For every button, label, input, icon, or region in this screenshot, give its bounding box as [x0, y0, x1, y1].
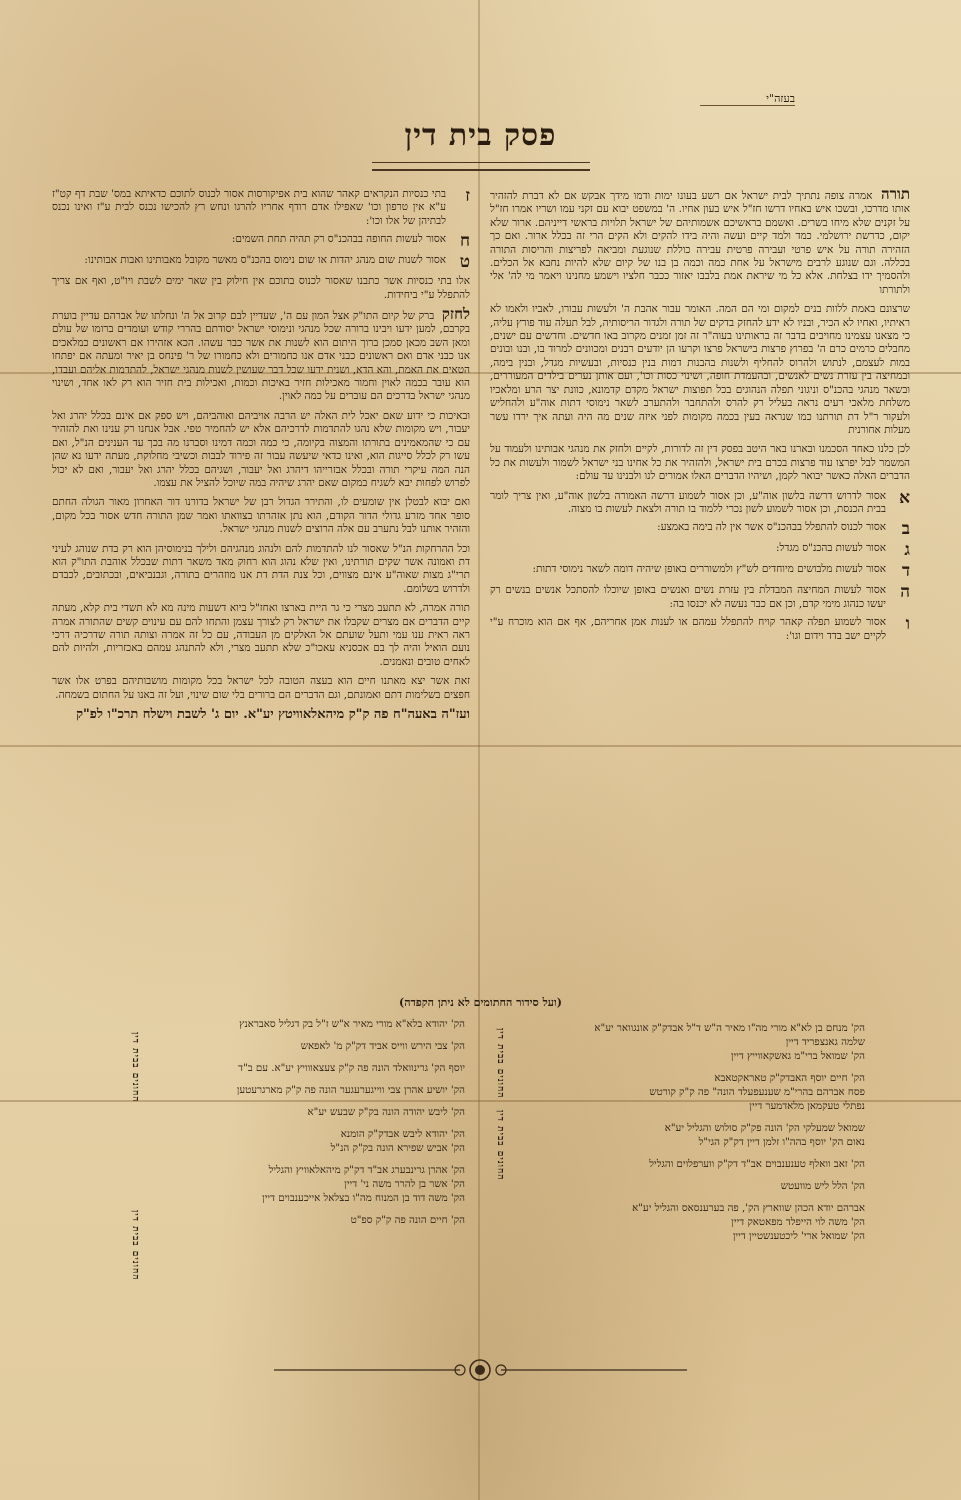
- title-rule: [372, 162, 590, 171]
- signature-line: הק' יושיע אהרן צבי ווייגערעגער הונה פה ק"ק מארגרעטען: [236, 1085, 465, 1096]
- spacer: [160, 1076, 465, 1084]
- spacer: [160, 1098, 465, 1106]
- fold-line: [478, 0, 480, 1500]
- signature-line: הק' שמואל ארי' ליכטענשטיין דיין: [732, 1231, 865, 1242]
- ruling-section: [490, 487, 910, 517]
- signature-line: הק' מנחם בן לא"א מורי מה"ו מאיר ה"ש ד"ל אבדק"ק אונגוואר יע"א: [594, 1023, 865, 1034]
- page-title: פסק בית דין: [404, 118, 557, 153]
- ruling-section: [490, 584, 910, 611]
- section-letter: ג: [904, 540, 910, 561]
- signature-line: הק' הלל ליש מוועטש: [780, 1181, 865, 1192]
- signature-line: הק' אשר בן להרר משה ני' דיין: [344, 1179, 465, 1190]
- signatures-right: [535, 1022, 865, 1244]
- body-paragraph: אלו בתי כנסיות אשר כתבנו שאסור לכנוס בתוכם אין חילוק בין שאר ימים לשבת ויו"ט, ואף אם צריך להתפלל ע"י ביחידות.: [52, 275, 470, 301]
- section-letter: א: [899, 487, 910, 508]
- body-paragraph: תורה אמרה, לא תתעב מצרי כי גר היית בארצו ואחז"ל ביוא דשעות מינה מא לא תשדי בית קלא, מעתה קיים הדברים אם מצרים שקבלו את ישראל רק לצורך עצמן והתחו להם עם עינוים קשים שהתורה אמרה ראה ראית ענו עמי ותעל שועתם אל האלקים מן העבודה, עם כל זה אמרה וצותה תורה שדרכיה דרכי נועם הואיל והיה לך בם אכסניא עאכו"כ שלא תתעב מצרי, ולא להתנהג עמהם באכזריות, ולהיות להם לאחים טובים ונאמנים.: [52, 602, 470, 668]
- bet-din-label: החונים בבית דין: [130, 1210, 140, 1281]
- signature-line: הק' אהרן גרינבערג אב"ד דק"ק מיהאלאוויץ והגליל: [268, 1165, 465, 1176]
- section-letter: ט: [459, 252, 470, 273]
- section-text: בתי כנסיות הנקראים קאהר שהוא בית אפיקורסות אסור לכנוס לתוכם כדאיתא במס' שבת דף קט"ז ע"א אין טרפון וכו' שאפילו אדם רודף אחריו להרגו ונחש רץ להכישו נכנס לבית ע"ז ואינו נכנס לבתיהן של אלו וכו':: [52, 188, 446, 227]
- signature-line: נאום הק' יוסף בהה"ו זלמן דיין דק"ק הגי"ל: [698, 1137, 865, 1148]
- spacer: [535, 1194, 865, 1202]
- spacer: [535, 1114, 865, 1122]
- section-text: אסור לעשות החופה בבהכנ"ס רק תהיה תחת השמים:: [231, 233, 446, 246]
- bet-din-label: החונים בבית דין: [495, 1110, 505, 1181]
- ruling-section: [52, 188, 470, 228]
- section-text: אסור לשנות שום מנהג יהדות או שום נימוס בהכנ"ס מאשר מקובל מאבותינו ואבות אבותינו:: [84, 254, 446, 267]
- body-paragraph: ובאיכות כי ידוע שאם יאכל לית האלה יש הרבה אויביהם ואוהביהם, ויש ספק אם אינם בכלל יהרג ואל יעבור, ויש מקומות שלא נהגו להתדמות לדרכיהם אלא יש להחמיר טפי. אבל אנחנו רק ענינו ואת להזהיר עם כי שהמאמינים בתורתו והמצוה בקיומה, כי כמה וכמה דמינו וסברנו מה בכך עד הענינים הנ"ל, ואם עשו רק לכלל סייגות הוא, ואינו כדאי שיעשה עבור זה פירוד לבבות וכשיבי מחלוקת, מעתה ידעו נא שהן הנה המה עיקרי תורה ובכלל אבזרייהו דיהרג ואל יעבור, ושגיהם בכלל יהרג ואל יעבור, ואם לא יכול לפרוש לפחות יבא לשגיח במקום שאם יהרג שיהיה במה שיוכל להציל את עצמו.: [52, 409, 470, 489]
- body-paragraph: לכן כלנו כאחד הסכמנו ובארנו באר היטב בפסק דין זה לדורות, לקיים ולחזק את מנהגי אבותינו ולעמוד על המשמר לבל יפרצו עוד פרצות בכרם בית ישראל, ולהזהיר את כל אחינו בני ישראל לשמור ולעשות את כל הדברים האלה כאשר יבואר לקמן, ושיהיו הדברים האלו אמורים לנו ולבנינו עד עולם:: [490, 443, 910, 483]
- bet-din-label: החונים בבית דין: [495, 1028, 505, 1099]
- right-column: [490, 188, 910, 648]
- spacer: [535, 1064, 865, 1072]
- signature-line: הק' משה לוי הייפלד מפאטאק דיין: [731, 1217, 865, 1228]
- spacer: [160, 1054, 465, 1062]
- section-letter: ד: [901, 561, 910, 582]
- section-letter: ו: [905, 614, 910, 635]
- body-paragraph: תורה אמרה צופה נתתיך לבית ישראל אם רשע בעונו ימות ודמו מידך אבקש אם לא דברת להזהיר אותו מדרכו, ובשכו איש באחיו דרשו חז"ל איש בעון אחיו. ה' במשפט יבוא עם זקני עמו ושריו אמרו חז"ל על זקנים שלא מיחו בשרים. ואשמם בראשיכם אשמותיהם של ישראל תלויות בראשי דייניהם. ארור שלא יקום, כדרשת ירושלמי. כמד ולמד קיים ועשה והיה בידו להקים ולא הקים הרי זה בכלל ארור. ואם כך הזהירה תורה על איש פרטי ועבירה פרטית עבירה כוללת שנוגעת ומביאה לפריצות והריסות התורה בכללה. וגם שנוגע לרבים מישראל על אחת כמה וכמה בן בנו של קיום שלא להיות נחבא אל הכלים. ולהסמיך ידו בצלחת. אלא כל מי שיראת אמת בלבבו יאזור ככבר חלציו וישמע מחנינו ויאמר מי לה' אלי ולתורתו: [490, 188, 910, 297]
- spacer: [160, 1206, 465, 1214]
- closing-line: ועז"ה באעה"ח פה ק"ק מיהאלאוויטץ יע"א. יום ג' לשבת וישלח תרכ"ו לפ"ק: [76, 707, 470, 722]
- section-text: אסור לדרוש דרשה בלשון אוה"ע, וכן אסור לשמוע דרשה האמורה בלשון אוה"ע, ואין צריך לומר בבית הכנסת, וכן אסור לשמוע לשון נכרי ללמוד בו תורה ולצאת לעשות בו מצוה.: [490, 489, 886, 515]
- lead-word: לחזק: [441, 305, 470, 324]
- signature-line: פסח אברהם בהרי"מ שענעפעלד הונה" פה ק"ק קורטש: [649, 1087, 865, 1098]
- body-paragraph: זאת אשר יצא מאתנו חיים הוא בעצה הטובה לכל ישראל בכל מקומות מושבותיהם בפרט אלו אשר חפצים בשלימות דתם ואמונתם, וגם הדברים הם ברורים בלי שום שינוי, ועל זה באנו על החתום בשמחה.: [52, 675, 470, 701]
- signatures-left: [160, 1018, 465, 1228]
- ruling-section: [52, 252, 470, 273]
- signature-line: הק' אביש שפירא הונה בק"ק הנ"ל: [330, 1143, 465, 1154]
- left-column: [52, 188, 470, 727]
- section-text: אסור לכנוס להתפלל בבהכנ"ס אשר אין לה בימה באמצע:: [657, 521, 886, 534]
- signature-line: הק' ליבש יהודה הונה בק"ק שבעש יע"א: [307, 1107, 465, 1118]
- spacer: [160, 1032, 465, 1040]
- section-text: אסור לעשות בהכנ"ס מגדל:: [776, 542, 886, 555]
- section-letter: ח: [459, 231, 470, 252]
- signature-line: הק' חיים יוסף האבדק"ק טאראקטאבא: [714, 1073, 865, 1084]
- ruling-section: [490, 616, 910, 643]
- signature-line: יוסף הק' גרינוואלד הונה פה ק"ק צעצאווויץ יע"א. עם ב"ד: [238, 1063, 465, 1074]
- section-text: אסור לעשות מלבושים מיוחדים לש"ץ ולמשוררים באופן שיהיה דומה לשאר נימוסי דתות:: [532, 563, 886, 576]
- signature-line: שלמה גאנצפריד דיין: [785, 1037, 865, 1048]
- ornament-divider: [274, 1358, 687, 1382]
- section-letter: ה: [900, 582, 910, 603]
- body-paragraph: וכל ההרחקות הנ"ל שאסור לנו להתדמות להם ולנהוג מנהגיהם ולילך בנימוסיהן הוא רק בדת שנוהג לעיני דת ואמונה אשר שקים תורתינו, ואין שלא נהוג הוא רחוק מאד משאר דתות שבכלל אוהבת התו"ק הוא תרי"ג מצות שאוה"ע אינם מצווים, וכל צנת הדת דת אנו מוזהרים בתורה, וגבנביאים, ובכתובים, לכבדם ולדרוש בשלומם.: [52, 542, 470, 595]
- signature-line: הק' שמואל ברי"מ גאשקאווייץ דיין: [730, 1051, 865, 1062]
- spacer: [160, 1120, 465, 1128]
- spacer: [535, 1150, 865, 1158]
- ruling-section: [52, 231, 470, 252]
- spacer: [160, 1156, 465, 1164]
- signature-line: שמואל שמעלקי הק' הונה פק"ק סולוש והגליל יע"א: [664, 1123, 865, 1134]
- fold-line: [0, 745, 961, 747]
- ruling-section: [490, 519, 910, 540]
- ruling-section: [490, 540, 910, 561]
- section-text: אסור לעשות המחיצה המבדלת בין עזרת נשים ואנשים באופן שיוכלו להסתכל אנשים בנשים רק יעשו כנהוג מימי קדם, וכן אם כבר נעשה לא יכנסו בה:: [490, 584, 886, 610]
- signature-line: הק' צבי הירש ווייס אביד דק"ק מ' לאפאש: [300, 1041, 465, 1052]
- signature-line: אברהם יודא הכהן שווארץ הק', פה בערענסאס והגליל יע"א: [632, 1203, 865, 1214]
- signature-line: הק' משה דוד בן המנוח מה"ו בצלאל אייכענבוים דיין: [262, 1193, 465, 1204]
- body-paragraph: שרצונם באמת ללוות בנים למקום ומי הם המה. האומר עבור אהבת ה' ולעשות עבורו, לאביו ולאמו לא ראיתיו, ואחיו לא הכיר, ובניו לא ידע להחזק בדקים של תורה ולגדור הריסותיה, לבל תעלה עוד פורץ עליה, כי מצאנו עצמינו מחויבים בדבר זה בראותינו בעוה"ר זה זמן זמנים מקרוב באו חדשים. וחדשים עם ישנים, מחבלים כרמים כרם ה' בפרוץ פרצות בישראל פרצו וקרעו הן יודעים רבנים ומכוונים למרוד בו, ובנו ובונים במות לעצמם, לנתוש ולהרוס להחליף ולשנות בהבנות דמות בנין כנסיות, ובעשיות מגדל, ובנין בימה, ובמחיצה בין עזרת נשים לאנשים, ובהעמדת חופה, ושינוי כסות וכו', ועם אותן נערים בילדים המעוררים, ובשאר מנהגי בהכנ"ס וניגוני תפלה הנהוגים בכל תפוצות ישראל מקדם קדמונא, כוונת יצר הרע ומלאכיו משלחת מלאכי רעים נראה בעליל רק להרס ולהתחבר ולהתערב לשאר נימוסי דתות אוה"ע ולהחליש ולעקור ר"ל דת תורתנו כמו שנראה בעין בכמה מקומות לפני איזה שנים מה היה ועתה איך ירדו עשר מעלות אחורנית: [490, 303, 910, 436]
- body-paragraph: לחזק ברק של קיום התו"ק אצל המון עם ה', שעדיין לבם קרוב אל ה' ונחלתו של אברהם עדיין בוערת בקרבם, למען ידעו ויבינו ברורה שכל מנהגי ונימוסי ישראל יסודתם בהררי קודש ועומדים ברומו של עולם ומאן השב מכאן סמכן ברוך היתום הוא לשנות את אשר כבר עשהו. הכא אזהירו אם ראשונים כמלאכים אנו כבני אדם ואם ראשונים כבני אדם אנו כחמורים ולא כחמורו של ר' פינחס בן יאיר ומעתה אם יפתחו הטאים את האמת, והא הדא, ושנית ידעו שכל דבר שעושין לשנות מנהגי ישראל, להתדמות אליהם ועבדו, הוא עובר בכמה לאוין וחמור מאכילות חזיר באיכות וכמות, ואכילות בית חזיר הוא רק לאו אחד, ושינוי מנהגי ישראל בדרכים הם עוברים על כמה לאוין.: [52, 305, 470, 403]
- signature-line: נפתלי טעקמאן מלאדמער דיין: [749, 1101, 865, 1112]
- signature-line: הק' חיים הונה פה ק"ק ספ"ט: [350, 1215, 465, 1226]
- signature-line: הק' יהודא ליבש אבדק"ק הומנא: [340, 1129, 465, 1140]
- ruling-section: [490, 561, 910, 582]
- signature-line: הק' זאב וואלף טענענבוים אב"ד דק"ק ווערפלוים והגליל: [649, 1159, 865, 1170]
- section-letter: ב: [901, 519, 910, 540]
- spacer: [535, 1172, 865, 1180]
- body-paragraph: ואם יבוא לבטלן אין שומעים לו, והתירר הגדול רבן של ישראל בדורנו דור האחרון מאור הגולה החתם סופר אחד מזרע גדולי הדור הקודם, הוא נתן אזהרתו בצוואתו ואמר שמן התורה חדש אסור בכל מקום, והזהיר אותנו לבל נתערב עם אלה הרוצים לשנות מנהגי ישראל.: [52, 496, 470, 536]
- signatures-note: (ועל סידור החתומים לא ניתן הקפדה): [398, 996, 563, 1009]
- bet-din-label: החונים בבית דין: [130, 1032, 140, 1103]
- signature-line: הק' יהודא בלא"א מורי מאיר א"ש ז"ל בק דגליל סאבראנץ: [239, 1019, 465, 1030]
- header-bsd: בעזה"י: [700, 92, 795, 106]
- lead-word: תורה: [881, 188, 910, 203]
- section-text: אסור לשמוע תפלה קאהר קויח להתפלל עמהם או לענות אמן אחריהם, אף אם הוא מוכרח ע"י לקיים ישב בדד וידום וגו':: [490, 616, 886, 642]
- section-letter: ז: [465, 188, 470, 206]
